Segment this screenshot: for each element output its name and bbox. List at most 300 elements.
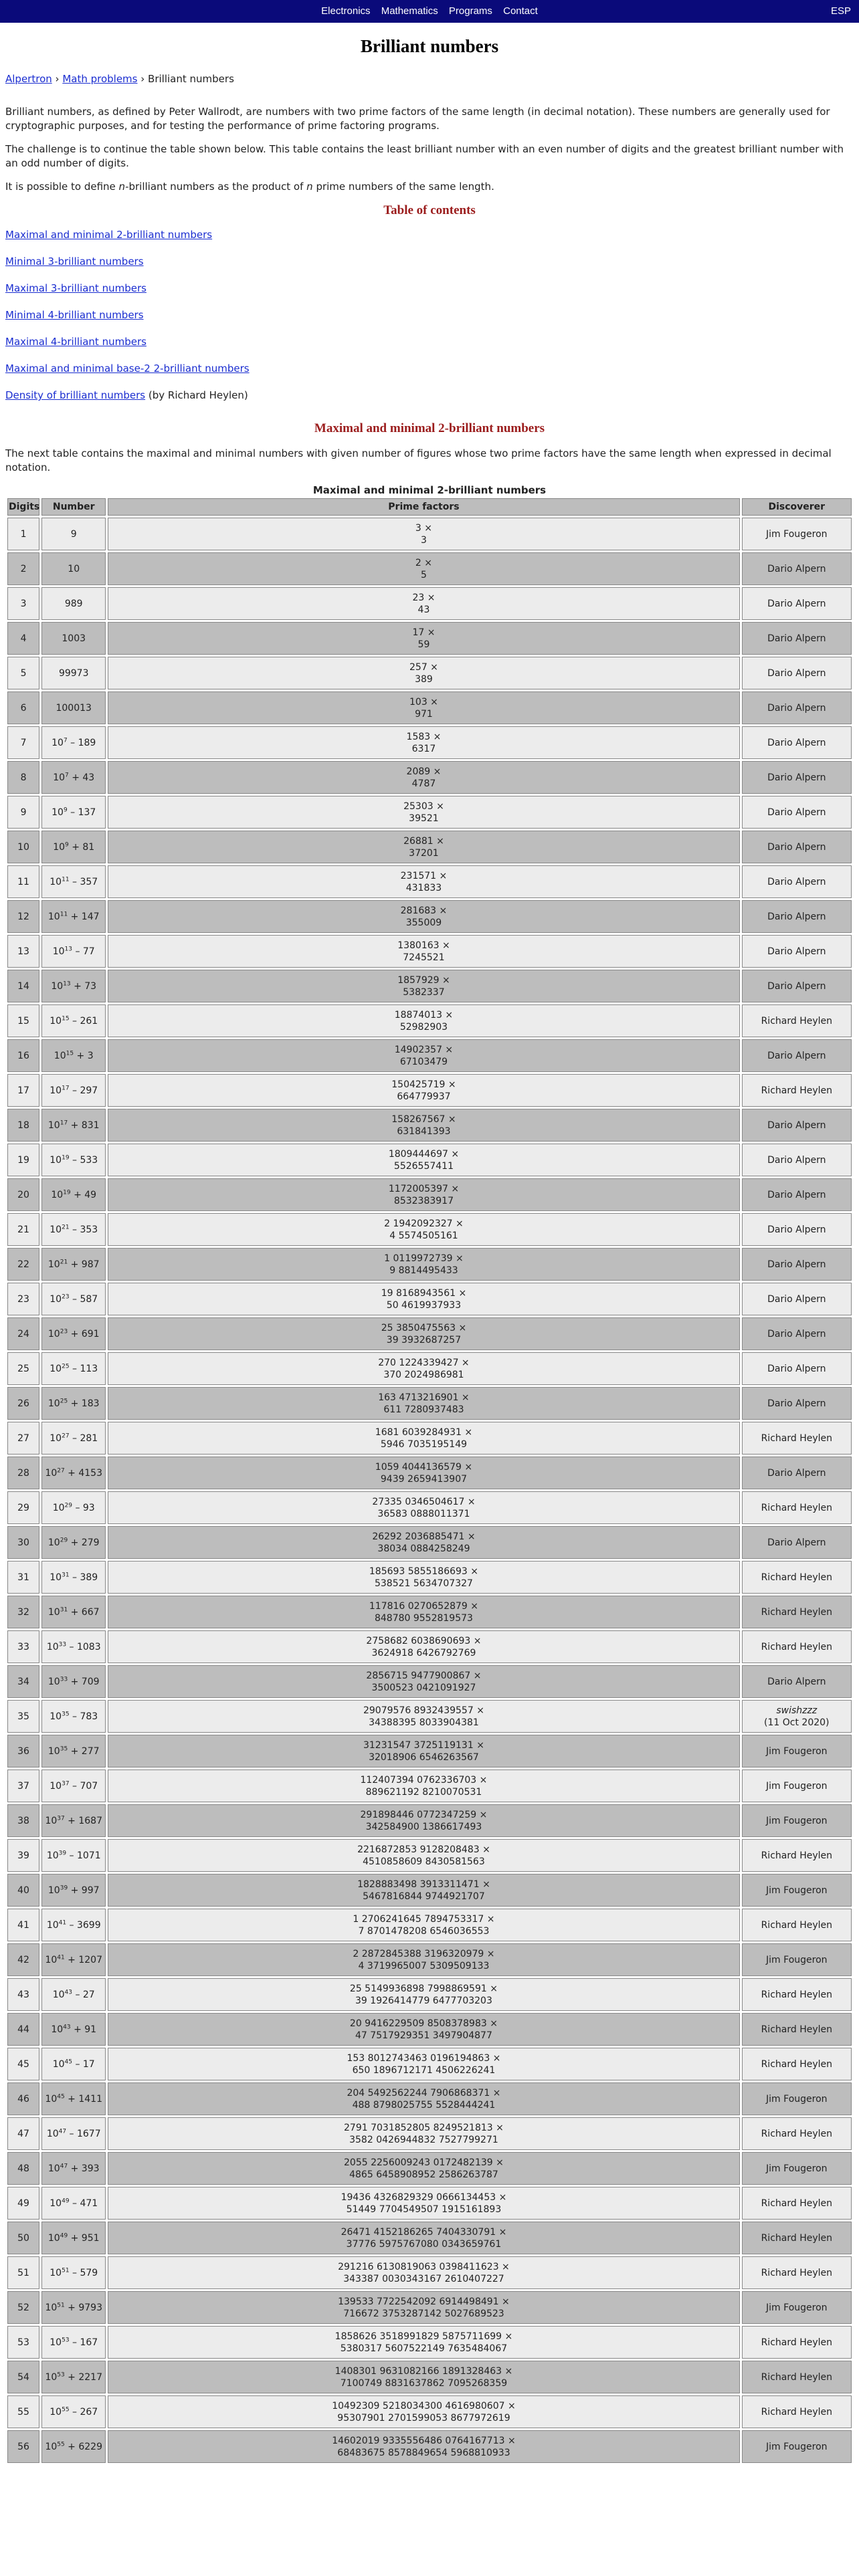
table-row xyxy=(7,2430,852,2463)
prime-factor-2: 39521 xyxy=(409,813,439,824)
discoverer-name: Jim Fougeron xyxy=(766,2163,828,2174)
digits-cell: 11 xyxy=(7,865,39,898)
number-base: 10 xyxy=(50,1572,62,1583)
discoverer-cell xyxy=(742,865,852,898)
discoverer-name: Dario Alpern xyxy=(767,1050,826,1061)
prime-factor-1: 158267567 × xyxy=(391,1113,456,1125)
prime-factor-2: 4510858609 8430581563 xyxy=(363,1856,485,1867)
number-base: 10 xyxy=(50,1293,62,1305)
prime-factors-cell xyxy=(108,1596,739,1628)
prime-factors-cell xyxy=(108,622,739,655)
prime-factors-cell xyxy=(108,2013,739,2046)
discoverer-cell xyxy=(742,1248,852,1281)
number-cell xyxy=(41,1735,106,1767)
number-exponent: 19 xyxy=(63,1188,71,1196)
table-row xyxy=(7,726,852,759)
prime-factor-1: 1 2706241645 7894753317 × xyxy=(353,1913,495,1925)
number-exponent: 53 xyxy=(62,2336,70,2343)
table-row xyxy=(7,1422,852,1455)
number-base: 10 xyxy=(51,2024,64,2035)
discoverer-cell xyxy=(742,726,852,759)
number-cell xyxy=(41,2013,106,2046)
number-base: 10 xyxy=(52,1989,65,2000)
prime-factors-cell xyxy=(108,1109,739,1142)
discoverer-name: Dario Alpern xyxy=(767,807,826,818)
number-offset: + 997 xyxy=(68,1885,100,1896)
number-exponent: 13 xyxy=(63,980,71,987)
prime-factor-1: 2 2872845388 3196320979 × xyxy=(353,1948,495,1959)
number-cell xyxy=(41,2117,106,2150)
prime-factors-cell xyxy=(108,2152,739,2185)
discoverer-cell xyxy=(742,2187,852,2220)
discoverer-name: Jim Fougeron xyxy=(766,1885,828,1896)
discoverer-cell xyxy=(742,1387,852,1420)
prime-factor-2: 370 2024986981 xyxy=(383,1369,464,1380)
prime-factor-1: 163 4713216901 × xyxy=(378,1392,470,1403)
digits-cell: 48 xyxy=(7,2152,39,2185)
toc-author-note: (by Richard Heylen) xyxy=(148,389,248,401)
prime-factor-2: 4865 6458908952 2586263787 xyxy=(349,2169,498,2180)
prime-factor-2: 7 8701478208 6546036553 xyxy=(358,1925,490,1937)
prime-factor-1: 1857929 × xyxy=(397,974,450,986)
variable-n: n xyxy=(306,181,313,193)
toc-link-density[interactable]: Density of brilliant numbers xyxy=(5,389,146,401)
prime-factor-2: 4 5574505161 xyxy=(389,1230,458,1241)
number-offset: + 43 xyxy=(68,772,95,783)
prime-factors-cell xyxy=(108,1317,739,1350)
number-offset: – 3699 xyxy=(66,1919,101,1931)
prime-factor-2: 389 xyxy=(415,673,433,685)
prime-factor-1: 1583 × xyxy=(406,731,442,742)
digits-cell: 1 xyxy=(7,518,39,550)
prime-factor-2: 7245521 xyxy=(403,952,445,963)
toc-link-maximal-3-brilliant[interactable]: Maximal 3-brilliant numbers xyxy=(5,282,147,294)
prime-factor-1: 112407394 0762336703 × xyxy=(360,1774,488,1786)
number-exponent: 37 xyxy=(57,1814,65,1822)
digits-cell: 34 xyxy=(7,1665,39,1698)
prime-factors-cell xyxy=(108,1978,739,2011)
number-exponent: 17 xyxy=(60,1119,68,1126)
number-exponent: 55 xyxy=(62,2405,70,2413)
discoverer-cell xyxy=(742,970,852,1002)
toc-link-maximal-4-brilliant[interactable]: Maximal 4-brilliant numbers xyxy=(5,336,147,348)
prime-factor-2: 37201 xyxy=(409,847,439,859)
discoverer-name: Richard Heylen xyxy=(761,1989,832,2000)
discoverer-cell xyxy=(742,2430,852,2463)
prime-factor-2: 355009 xyxy=(405,917,442,928)
prime-factor-1: 1059 4044136579 × xyxy=(375,1461,473,1473)
prime-factors-cell xyxy=(108,1248,739,1281)
table-row xyxy=(7,1700,852,1733)
prime-factor-1: 18874013 × xyxy=(394,1009,454,1021)
table-row xyxy=(7,1978,852,2011)
prime-factor-1: 20 9416229509 8508378983 × xyxy=(349,2018,498,2029)
table-row xyxy=(7,1004,852,1037)
intro-text: -brilliant numbers as the product of xyxy=(125,181,307,193)
discoverer-cell xyxy=(742,1874,852,1907)
table-row xyxy=(7,865,852,898)
prime-factors-cell xyxy=(108,2048,739,2080)
prime-factors-cell xyxy=(108,1769,739,1802)
discoverer-cell xyxy=(742,587,852,620)
discoverer-cell xyxy=(742,1909,852,1941)
number-exponent: 35 xyxy=(60,1745,68,1752)
prime-factor-2: 889621192 8210070531 xyxy=(365,1786,482,1798)
table-row xyxy=(7,2152,852,2185)
number-offset: – 113 xyxy=(69,1363,98,1374)
number-cell xyxy=(41,2256,106,2289)
number-base: 10 xyxy=(52,946,65,957)
prime-factors-cell xyxy=(108,2187,739,2220)
number-exponent: 23 xyxy=(62,1293,70,1300)
number-offset: + 147 xyxy=(68,911,100,922)
number-offset: – 27 xyxy=(72,1989,95,2000)
prime-factor-1: 26471 4152186265 7404330791 × xyxy=(341,2226,507,2238)
digits-cell: 12 xyxy=(7,900,39,933)
prime-factors-cell xyxy=(108,935,739,968)
discoverer-name: Dario Alpern xyxy=(767,946,826,957)
digits-cell: 56 xyxy=(7,2430,39,2463)
table-row xyxy=(7,587,852,620)
table-row xyxy=(7,1283,852,1315)
prime-factor-1: 1172005397 × xyxy=(388,1183,460,1194)
discoverer-cell xyxy=(742,1804,852,1837)
discoverer-name: Dario Alpern xyxy=(767,1328,826,1339)
prime-factor-2: 971 xyxy=(415,708,433,720)
prime-factors-cell xyxy=(108,2361,739,2393)
number-base: 10 xyxy=(47,1606,60,1618)
prime-factors-cell xyxy=(108,1144,739,1176)
number-base: 10 xyxy=(47,1745,60,1757)
discoverer-name: Richard Heylen xyxy=(761,2232,832,2244)
table-row xyxy=(7,1074,852,1107)
brilliant-numbers-table xyxy=(5,496,854,2465)
number-offset: – 17 xyxy=(72,2058,95,2070)
prime-factor-1: 2758682 6038690693 × xyxy=(366,1635,482,1646)
number-cell xyxy=(41,1665,106,1698)
discoverer-cell xyxy=(742,1422,852,1455)
discoverer-cell xyxy=(742,1735,852,1767)
number-base: 10 xyxy=(50,2337,62,2348)
number-exponent: 51 xyxy=(57,2301,65,2309)
prime-factors-cell xyxy=(108,2117,739,2150)
discoverer-cell xyxy=(742,935,852,968)
prime-factor-1: 25 5149936898 7998869591 × xyxy=(349,1983,498,1994)
prime-factor-2: 5946 7035195149 xyxy=(380,1438,468,1450)
number-base: 10 xyxy=(47,1885,60,1896)
number-exponent: 7 xyxy=(63,736,68,744)
discoverer-name: Dario Alpern xyxy=(767,1676,826,1687)
toc-heading: Table of contents xyxy=(383,203,476,217)
number-cell xyxy=(41,1352,106,1385)
number-cell xyxy=(41,1596,106,1628)
number-exponent: 45 xyxy=(64,2058,72,2065)
digits-cell: 18 xyxy=(7,1109,39,1142)
nav-mathematics[interactable]: Mathematics xyxy=(381,5,438,17)
number-exponent: 35 xyxy=(62,1710,70,1717)
number-exponent: 9 xyxy=(63,806,68,813)
number-base: 10 xyxy=(50,1711,62,1722)
toc-link-base-2-brilliant[interactable]: Maximal and minimal base-2 2-brilliant numbers xyxy=(5,362,250,374)
prime-factor-2: 342584900 1386617493 xyxy=(365,1821,482,1832)
discovery-date: (11 Oct 2020) xyxy=(764,1717,830,1728)
nav-electronics[interactable]: Electronics xyxy=(321,5,371,17)
number-offset: + 277 xyxy=(68,1745,100,1757)
prime-factors-cell xyxy=(108,1283,739,1315)
table-row xyxy=(7,2048,852,2080)
number-offset: + 951 xyxy=(68,2232,100,2244)
number-base: 10 xyxy=(50,876,62,887)
number-cell xyxy=(41,2048,106,2080)
prime-factors-cell xyxy=(108,518,739,550)
prime-factor-1: 185693 5855186693 × xyxy=(369,1566,479,1577)
discoverer-name: Dario Alpern xyxy=(767,667,826,679)
number-cell xyxy=(41,1804,106,1837)
table-row xyxy=(7,1596,852,1628)
breadcrumb-home[interactable]: Alpertron xyxy=(5,73,52,85)
number-cell xyxy=(41,1074,106,1107)
table-header-row xyxy=(7,498,852,516)
prime-factors-cell xyxy=(108,2395,739,2428)
discoverer-cell xyxy=(742,831,852,863)
discoverer-cell xyxy=(742,2326,852,2359)
discoverer-name: Jim Fougeron xyxy=(766,528,828,540)
breadcrumb-section[interactable]: Math problems xyxy=(62,73,138,85)
prime-factors-cell xyxy=(108,1387,739,1420)
number-cell: 9 xyxy=(41,518,106,550)
digits-cell: 22 xyxy=(7,1248,39,1281)
prime-factor-2: 431833 xyxy=(405,882,442,893)
digits-cell: 6 xyxy=(7,691,39,724)
digits-cell: 52 xyxy=(7,2291,39,2324)
discoverer-name: Richard Heylen xyxy=(761,1919,832,1931)
number-cell xyxy=(41,1457,106,1489)
discoverer-cell xyxy=(742,2256,852,2289)
intro-paragraph-1: Brilliant numbers, as defined by Peter Wallrodt, are numbers with two prime factors of the same length (in decimal notation). These numbers are generally used for cryptographic purposes, and for testing the performance of prime factoring programs. xyxy=(5,106,830,132)
prime-factor-1: 1 0119972739 × xyxy=(384,1253,464,1264)
number-cell xyxy=(41,2082,106,2115)
number-exponent: 41 xyxy=(57,1953,65,1961)
prime-factor-1: 139533 7722542092 6914498491 × xyxy=(338,2296,510,2307)
top-navigation-bar xyxy=(0,0,859,23)
prime-factors-cell xyxy=(108,1943,739,1976)
number-offset: – 167 xyxy=(69,2337,98,2348)
nav-programs[interactable]: Programs xyxy=(448,5,492,17)
prime-factors-cell xyxy=(108,1213,739,1246)
number-offset: + 279 xyxy=(68,1537,100,1548)
number-exponent: 25 xyxy=(60,1397,68,1404)
number-offset: – 137 xyxy=(67,807,96,818)
prime-factor-2: 47 7517929351 3497904877 xyxy=(355,2030,492,2041)
digits-cell: 40 xyxy=(7,1874,39,1907)
nav-links xyxy=(0,5,859,17)
number-exponent: 39 xyxy=(58,1849,67,1856)
discoverer-name: Richard Heylen xyxy=(761,1572,832,1583)
prime-factor-2: 36583 0888011371 xyxy=(377,1508,470,1519)
number-exponent: 11 xyxy=(62,875,70,883)
nav-contact[interactable]: Contact xyxy=(503,5,538,17)
discoverer-cell xyxy=(742,796,852,829)
discoverer-cell xyxy=(742,1457,852,1489)
prime-factors-cell xyxy=(108,1004,739,1037)
discoverer-name: Jim Fougeron xyxy=(766,2441,828,2452)
discoverer-cell xyxy=(742,2361,852,2393)
prime-factor-1: 31231547 3725119131 × xyxy=(363,1739,484,1751)
number-base: 10 xyxy=(52,737,64,748)
prime-factor-2: 52982903 xyxy=(399,1021,448,1033)
prime-factors-cell xyxy=(108,552,739,585)
discoverer-cell xyxy=(742,1839,852,1872)
number-cell xyxy=(41,2222,106,2254)
prime-factor-1: 204 5492562244 7906868371 × xyxy=(347,2087,501,2099)
number-cell xyxy=(41,935,106,968)
digits-cell: 49 xyxy=(7,2187,39,2220)
digits-cell: 19 xyxy=(7,1144,39,1176)
digits-cell: 8 xyxy=(7,761,39,794)
number-cell xyxy=(41,2187,106,2220)
digits-cell: 37 xyxy=(7,1769,39,1802)
prime-factor-2: 5382337 xyxy=(403,986,445,998)
number-offset: – 297 xyxy=(69,1085,98,1096)
prime-factor-1: 270 1224339427 × xyxy=(378,1357,470,1368)
prime-factor-1: 1858626 3518991829 5875711699 × xyxy=(335,2331,513,2342)
number-base: 10 xyxy=(54,1050,66,1061)
table-row xyxy=(7,1178,852,1211)
prime-factor-2: 39 1926414779 6477703203 xyxy=(355,1995,492,2006)
number-exponent: 39 xyxy=(60,1884,68,1891)
number-offset: – 1071 xyxy=(66,1850,101,1861)
prime-factor-1: 153 8012743463 0196194863 × xyxy=(347,2052,501,2064)
table-row xyxy=(7,2013,852,2046)
number-cell xyxy=(41,1769,106,1802)
discoverer-name: Richard Heylen xyxy=(761,1641,832,1652)
number-base: 10 xyxy=(51,980,64,992)
digits-cell: 45 xyxy=(7,2048,39,2080)
intro-text: prime numbers of the same length. xyxy=(312,181,494,193)
discoverer-cell xyxy=(742,657,852,689)
number-cell: 100013 xyxy=(41,691,106,724)
discoverer-cell xyxy=(742,1213,852,1246)
digits-cell: 47 xyxy=(7,2117,39,2150)
number-offset: + 667 xyxy=(68,1606,100,1618)
table-row xyxy=(7,1144,852,1176)
number-base: 10 xyxy=(47,1398,60,1409)
number-cell xyxy=(41,831,106,863)
number-cell xyxy=(41,1213,106,1246)
discoverer-cell xyxy=(742,2117,852,2150)
discoverer-name: Dario Alpern xyxy=(767,876,826,887)
number-exponent: 53 xyxy=(57,2371,65,2378)
discoverer-name: Dario Alpern xyxy=(767,980,826,992)
prime-factors-cell xyxy=(108,900,739,933)
digits-cell: 44 xyxy=(7,2013,39,2046)
number-cell xyxy=(41,1109,106,1142)
discoverer-name: Richard Heylen xyxy=(761,2337,832,2348)
discoverer-name: Richard Heylen xyxy=(761,2371,832,2383)
discoverer-cell xyxy=(742,622,852,655)
discoverer-name: Dario Alpern xyxy=(767,1537,826,1548)
prime-factor-2: 50 4619937933 xyxy=(386,1299,462,1311)
discoverer-name: Richard Heylen xyxy=(761,1085,832,1096)
prime-factor-1: 2089 × xyxy=(406,766,442,777)
number-exponent: 17 xyxy=(62,1084,70,1091)
section-paragraph: The next table contains the maximal and minimal numbers with given number of figures whose two prime factors have the same length when expressed in decimal notation. xyxy=(5,447,832,473)
number-base: 10 xyxy=(52,2058,65,2070)
number-offset: – 353 xyxy=(69,1224,98,1235)
table-body xyxy=(7,518,852,2463)
discoverer-cell xyxy=(742,1039,852,1072)
discoverer-cell xyxy=(742,691,852,724)
prime-factor-1: 3 × xyxy=(415,522,432,534)
prime-factor-1: 25 3850475563 × xyxy=(381,1322,467,1333)
prime-factor-1: 23 × xyxy=(412,592,436,603)
discoverer-cell xyxy=(742,1352,852,1385)
discoverer-name: Dario Alpern xyxy=(767,1189,826,1200)
number-offset: + 1411 xyxy=(64,2093,102,2105)
number-base: 10 xyxy=(45,2441,58,2452)
digits-cell: 2 xyxy=(7,552,39,585)
number-offset: – 267 xyxy=(69,2406,98,2418)
prime-factor-2: 611 7280937483 xyxy=(383,1404,464,1415)
language-switch[interactable]: ESP xyxy=(830,5,851,17)
digits-cell: 54 xyxy=(7,2361,39,2393)
table-row xyxy=(7,1839,852,1872)
discoverer-cell xyxy=(742,1491,852,1524)
number-cell xyxy=(41,1630,106,1663)
number-cell xyxy=(41,1491,106,1524)
number-offset: + 91 xyxy=(70,2024,97,2035)
number-offset: + 987 xyxy=(68,1259,100,1270)
prime-factor-1: 103 × xyxy=(409,696,438,708)
digits-cell: 30 xyxy=(7,1526,39,1559)
discoverer-name: Dario Alpern xyxy=(767,841,826,853)
header-digits: Digits xyxy=(7,498,39,516)
breadcrumb-separator: › xyxy=(140,73,145,85)
table-row xyxy=(7,1735,852,1767)
discoverer-name: Richard Heylen xyxy=(761,2197,832,2209)
prime-factors-cell xyxy=(108,2256,739,2289)
toc-link-maximal-minimal-2-brilliant[interactable]: Maximal and minimal 2-brilliant numbers xyxy=(5,229,213,241)
prime-factor-1: 2 × xyxy=(415,557,432,568)
discoverer-cell xyxy=(742,552,852,585)
prime-factor-1: 291898446 0772347259 × xyxy=(360,1809,488,1820)
number-base: 10 xyxy=(50,1363,62,1374)
table-row xyxy=(7,2117,852,2150)
number-cell xyxy=(41,900,106,933)
discoverer-name: Dario Alpern xyxy=(767,1224,826,1235)
number-base: 10 xyxy=(46,1919,59,1931)
number-base: 10 xyxy=(50,1780,62,1792)
intro-paragraph-3 xyxy=(5,180,854,194)
discoverer-cell xyxy=(742,1526,852,1559)
table-row xyxy=(7,2082,852,2115)
number-offset: + 9793 xyxy=(64,2302,102,2313)
toc-link-minimal-4-brilliant[interactable]: Minimal 4-brilliant numbers xyxy=(5,309,144,321)
number-cell xyxy=(41,1283,106,1315)
table-row xyxy=(7,1874,852,1907)
number-exponent: 23 xyxy=(60,1327,68,1335)
prime-factor-1: 281683 × xyxy=(400,905,448,916)
number-exponent: 15 xyxy=(62,1014,70,1022)
number-offset: – 261 xyxy=(69,1015,98,1027)
number-exponent: 29 xyxy=(60,1536,68,1543)
number-base: 10 xyxy=(47,2232,60,2244)
prime-factors-cell xyxy=(108,970,739,1002)
number-cell xyxy=(41,970,106,1002)
number-base: 10 xyxy=(50,2406,62,2418)
toc-link-minimal-3-brilliant[interactable]: Minimal 3-brilliant numbers xyxy=(5,255,144,267)
digits-cell: 43 xyxy=(7,1978,39,2011)
